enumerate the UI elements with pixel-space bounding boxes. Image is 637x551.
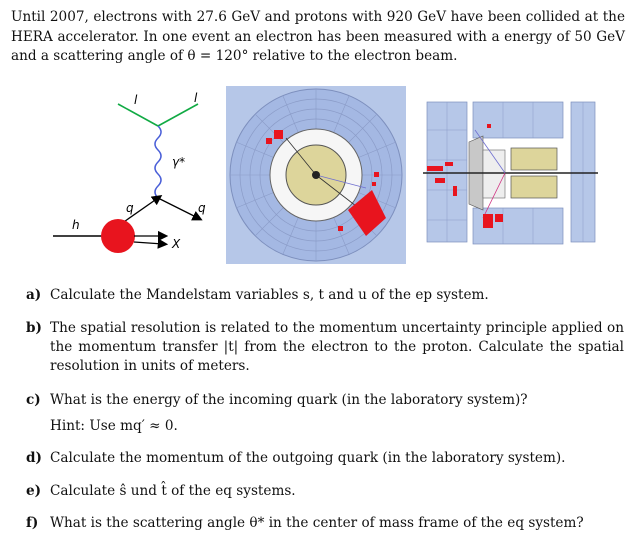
question-text: Calculate the Mandelstam variables s, t and u of the ep system. bbox=[50, 287, 489, 303]
question-label: c) bbox=[26, 392, 41, 408]
question-text: The spatial resolution is related to the momentum uncertainty principle applied on the momentum transfer |t| from the electron to the proton. Calculate the spatial resolution in units of meters. bbox=[50, 320, 624, 374]
question-label: d) bbox=[26, 450, 42, 466]
question-f bbox=[26, 514, 624, 533]
lepton-in-line bbox=[118, 104, 158, 126]
figure-row bbox=[48, 86, 598, 266]
question-text: What is the energy of the incoming quark (in the laboratory system)? bbox=[50, 392, 528, 408]
remnant-line-2 bbox=[134, 242, 163, 244]
question-a bbox=[26, 286, 624, 305]
label-gamma: γ* bbox=[172, 155, 186, 169]
question-label: f) bbox=[26, 515, 39, 531]
question-c bbox=[26, 391, 624, 436]
photon-line bbox=[155, 126, 161, 198]
question-e bbox=[26, 482, 624, 501]
label-q-out: q bbox=[198, 201, 206, 215]
question-hint: Hint: Use mq′ ≈ 0. bbox=[50, 418, 178, 434]
question-label: a) bbox=[26, 287, 42, 303]
problem-intro: Until 2007, electrons with 27.6 GeV and protons with 920 GeV have been collided at the HERA accelerator. In one event an electron has been measured with a energy of 50 GeV and a scattering angle of θ = 120° relative to the electron beam. bbox=[11, 9, 625, 64]
question-text: Calculate ŝ und t̂ of the eq systems. bbox=[50, 483, 296, 499]
question-label: e) bbox=[26, 483, 42, 499]
detector-transverse-view bbox=[226, 86, 406, 264]
quark-out-line bbox=[158, 198, 198, 218]
label-hadron: h bbox=[72, 218, 80, 232]
question-d bbox=[26, 449, 624, 468]
question-text: What is the scattering angle θ* in the center of mass frame of the eq system? bbox=[50, 515, 584, 531]
question-b bbox=[26, 319, 624, 376]
label-q-in: q bbox=[126, 201, 134, 215]
question-text: Calculate the momentum of the outgoing quark (in the laboratory system). bbox=[50, 450, 566, 466]
question-label: b) bbox=[26, 320, 42, 336]
feynman-diagram bbox=[48, 86, 223, 266]
label-l-out: l bbox=[194, 91, 198, 105]
label-l-in: l bbox=[134, 93, 138, 107]
proton-blob bbox=[101, 219, 135, 253]
detector-longitudinal-view bbox=[423, 90, 598, 262]
label-remnant: X bbox=[172, 237, 181, 251]
lepton-out-line bbox=[158, 104, 198, 126]
